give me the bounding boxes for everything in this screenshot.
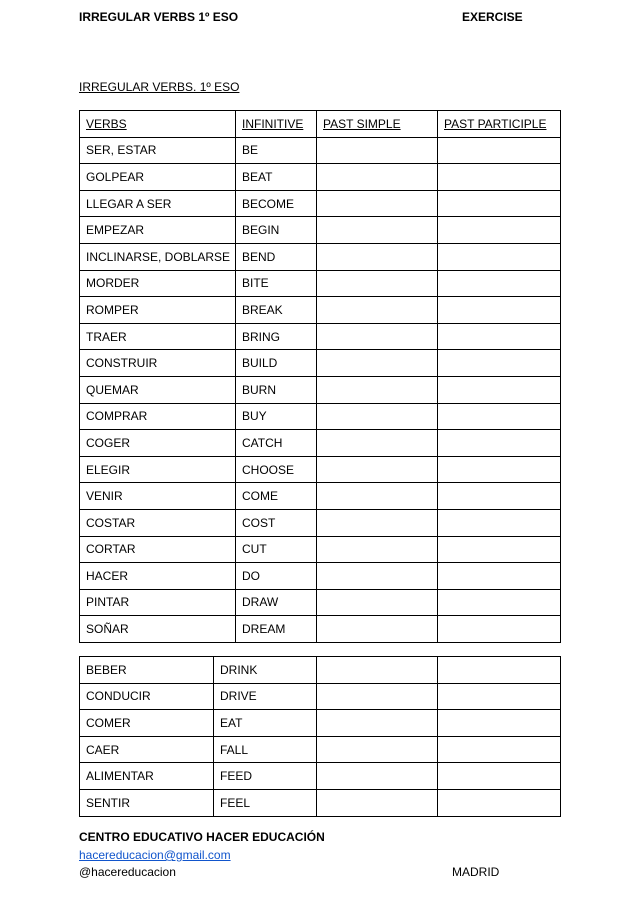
- cell-spanish-verb: SOÑAR: [80, 616, 236, 643]
- table-row: [80, 217, 561, 244]
- table-row: [80, 243, 561, 270]
- document-title: IRREGULAR VERBS. 1º ESO: [79, 80, 240, 94]
- cell-past-participle[interactable]: [438, 430, 561, 457]
- cell-spanish-verb: GOLPEAR: [80, 164, 236, 191]
- cell-spanish-verb: QUEMAR: [80, 376, 236, 403]
- cell-infinitive: BE: [236, 137, 317, 164]
- cell-past-simple[interactable]: [317, 509, 438, 536]
- table-row: [80, 536, 561, 563]
- cell-past-participle[interactable]: [438, 536, 561, 563]
- cell-past-simple[interactable]: [317, 536, 438, 563]
- cell-past-participle[interactable]: [438, 789, 561, 816]
- cell-past-simple[interactable]: [317, 137, 438, 164]
- cell-spanish-verb: PINTAR: [80, 589, 236, 616]
- table-row: [80, 736, 561, 763]
- table-row: [80, 137, 561, 164]
- cell-past-simple[interactable]: [317, 657, 438, 684]
- cell-infinitive: COST: [236, 509, 317, 536]
- table-header-row: [80, 111, 561, 138]
- table-row: [80, 456, 561, 483]
- table-row: [80, 563, 561, 590]
- cell-past-simple[interactable]: [317, 589, 438, 616]
- cell-past-participle[interactable]: [438, 323, 561, 350]
- footer-organization: CENTRO EDUCATIVO HACER EDUCACIÓN: [79, 830, 325, 844]
- cell-infinitive: FEED: [214, 763, 317, 790]
- table-row: [80, 190, 561, 217]
- cell-past-participle[interactable]: [438, 270, 561, 297]
- table-row: [80, 763, 561, 790]
- table-row: [80, 430, 561, 457]
- cell-spanish-verb: CONDUCIR: [80, 683, 214, 710]
- cell-spanish-verb: ALIMENTAR: [80, 763, 214, 790]
- cell-infinitive: BREAK: [236, 297, 317, 324]
- cell-past-participle[interactable]: [438, 589, 561, 616]
- cell-past-simple[interactable]: [317, 190, 438, 217]
- table-row: [80, 589, 561, 616]
- cell-infinitive: BUY: [236, 403, 317, 430]
- cell-infinitive: BECOME: [236, 190, 317, 217]
- cell-past-simple[interactable]: [317, 403, 438, 430]
- table-row: [80, 509, 561, 536]
- footer-email-link[interactable]: hacereducacion@gmail.com: [79, 848, 231, 862]
- cell-past-simple[interactable]: [317, 789, 438, 816]
- cell-infinitive: DREAM: [236, 616, 317, 643]
- cell-past-simple[interactable]: [317, 710, 438, 737]
- table-row: [80, 403, 561, 430]
- cell-spanish-verb: EMPEZAR: [80, 217, 236, 244]
- table-row: [80, 270, 561, 297]
- cell-past-participle[interactable]: [438, 190, 561, 217]
- cell-infinitive: DRINK: [214, 657, 317, 684]
- header-exercise-label: EXERCISE: [462, 10, 523, 24]
- cell-spanish-verb: ELEGIR: [80, 456, 236, 483]
- cell-past-participle[interactable]: [438, 763, 561, 790]
- cell-spanish-verb: HACER: [80, 563, 236, 590]
- cell-past-participle[interactable]: [438, 164, 561, 191]
- cell-past-participle[interactable]: [438, 403, 561, 430]
- cell-spanish-verb: COGER: [80, 430, 236, 457]
- cell-past-participle[interactable]: [438, 509, 561, 536]
- cell-spanish-verb: MORDER: [80, 270, 236, 297]
- cell-past-simple[interactable]: [317, 217, 438, 244]
- cell-past-participle[interactable]: [438, 657, 561, 684]
- cell-past-simple[interactable]: [317, 297, 438, 324]
- cell-past-participle[interactable]: [438, 483, 561, 510]
- cell-infinitive: FEEL: [214, 789, 317, 816]
- cell-past-participle[interactable]: [438, 297, 561, 324]
- header-title: IRREGULAR VERBS 1º ESO: [79, 10, 239, 24]
- cell-spanish-verb: SENTIR: [80, 789, 214, 816]
- table-row: [80, 710, 561, 737]
- cell-spanish-verb: BEBER: [80, 657, 214, 684]
- cell-past-simple[interactable]: [317, 616, 438, 643]
- cell-spanish-verb: TRAER: [80, 323, 236, 350]
- cell-past-simple[interactable]: [317, 323, 438, 350]
- cell-infinitive: DRIVE: [214, 683, 317, 710]
- cell-past-participle[interactable]: [438, 456, 561, 483]
- cell-spanish-verb: ROMPER: [80, 297, 236, 324]
- cell-spanish-verb: SER, ESTAR: [80, 137, 236, 164]
- cell-infinitive: DO: [236, 563, 317, 590]
- column-header-past-simple: PAST SIMPLE: [317, 111, 438, 138]
- cell-infinitive: EAT: [214, 710, 317, 737]
- irregular-verbs-table: [79, 110, 561, 643]
- cell-past-participle[interactable]: [438, 710, 561, 737]
- table-row: [80, 376, 561, 403]
- cell-infinitive: BEAT: [236, 164, 317, 191]
- cell-infinitive: CHOOSE: [236, 456, 317, 483]
- cell-spanish-verb: COMPRAR: [80, 403, 236, 430]
- cell-past-simple[interactable]: [317, 683, 438, 710]
- cell-spanish-verb: INCLINARSE, DOBLARSE: [80, 243, 236, 270]
- cell-spanish-verb: VENIR: [80, 483, 236, 510]
- table-row: [80, 789, 561, 816]
- cell-infinitive: CATCH: [236, 430, 317, 457]
- cell-past-simple[interactable]: [317, 763, 438, 790]
- cell-past-simple[interactable]: [317, 430, 438, 457]
- cell-past-participle[interactable]: [438, 616, 561, 643]
- cell-past-simple[interactable]: [317, 350, 438, 377]
- cell-spanish-verb: COMER: [80, 710, 214, 737]
- cell-spanish-verb: CAER: [80, 736, 214, 763]
- column-header-verbs: VERBS: [80, 111, 236, 138]
- cell-past-simple[interactable]: [317, 563, 438, 590]
- cell-past-simple[interactable]: [317, 270, 438, 297]
- cell-infinitive: CUT: [236, 536, 317, 563]
- column-header-past-participle: PAST PARTICIPLE: [438, 111, 561, 138]
- cell-past-simple[interactable]: [317, 456, 438, 483]
- cell-past-participle[interactable]: [438, 217, 561, 244]
- irregular-verbs-table-continued: [79, 656, 561, 817]
- cell-infinitive: BEND: [236, 243, 317, 270]
- cell-infinitive: DRAW: [236, 589, 317, 616]
- cell-infinitive: BRING: [236, 323, 317, 350]
- cell-past-simple[interactable]: [317, 164, 438, 191]
- table-row: [80, 297, 561, 324]
- cell-past-simple[interactable]: [317, 483, 438, 510]
- cell-infinitive: BURN: [236, 376, 317, 403]
- cell-past-participle[interactable]: [438, 243, 561, 270]
- table-row: [80, 164, 561, 191]
- cell-past-simple[interactable]: [317, 736, 438, 763]
- cell-spanish-verb: COSTAR: [80, 509, 236, 536]
- footer-city: MADRID: [452, 865, 500, 879]
- cell-spanish-verb: CONSTRUIR: [80, 350, 236, 377]
- cell-past-simple[interactable]: [317, 243, 438, 270]
- footer-social-handle: @hacereducacion: [79, 865, 176, 879]
- cell-spanish-verb: LLEGAR A SER: [80, 190, 236, 217]
- cell-infinitive: FALL: [214, 736, 317, 763]
- cell-spanish-verb: CORTAR: [80, 536, 236, 563]
- cell-infinitive: COME: [236, 483, 317, 510]
- table-row: [80, 683, 561, 710]
- table-row: [80, 616, 561, 643]
- cell-infinitive: BUILD: [236, 350, 317, 377]
- cell-past-participle[interactable]: [438, 376, 561, 403]
- column-header-infinitive: INFINITIVE: [236, 111, 317, 138]
- table-row: [80, 483, 561, 510]
- cell-past-participle[interactable]: [438, 563, 561, 590]
- table-row: [80, 323, 561, 350]
- cell-infinitive: BITE: [236, 270, 317, 297]
- cell-past-participle[interactable]: [438, 736, 561, 763]
- cell-past-participle[interactable]: [438, 350, 561, 377]
- table-row: [80, 350, 561, 377]
- cell-past-participle[interactable]: [438, 137, 561, 164]
- cell-past-simple[interactable]: [317, 376, 438, 403]
- cell-past-participle[interactable]: [438, 683, 561, 710]
- cell-infinitive: BEGIN: [236, 217, 317, 244]
- table-row: [80, 657, 561, 684]
